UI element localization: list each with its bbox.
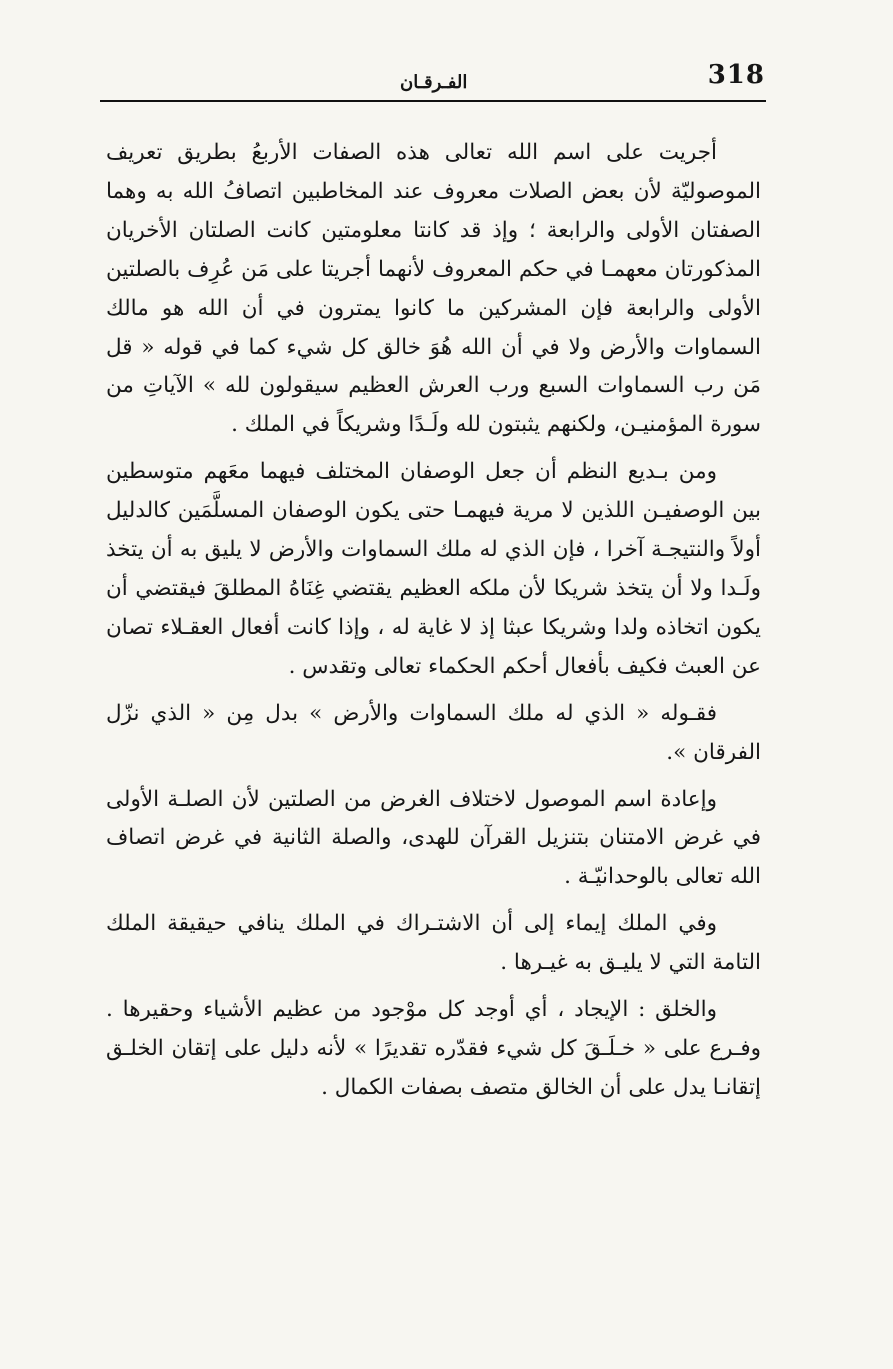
paragraph-4: وإعادة اسم الموصول لاختلاف الغرض من الصلتين لأن الصلـة الأولى في غرض الامتنان بتنزيل القرآن للهدى، والصلة الثانية في غرض اتصاف الله تعالى بالوحدانيّـة .	[106, 786, 761, 890]
paragraph-6: والخلق : الإيجاد ، أي أوجد كل موْجود من عظيم الأشياء وحقيرها . وفـرع على « خـلَـقَ كل شيء فقدّره تقديرًا » لأنه دليل على إتقان الخلـق إتقانـا يدل على أن الخالق متصف بصفات الكمال .	[106, 997, 761, 1100]
paragraph-3: فقـوله « الذي له ملك السماوات والأرض » بدل مِن « الذي نزّل الفرقان ».	[106, 700, 761, 765]
header-divider	[100, 100, 766, 102]
paragraph-1: أجريت على اسم الله تعالى هذه الصفات الأربعُ بطريق تعريف الموصوليّة لأن بعض الصلات معروف عند المخاطبين اتصافُ الله به وهما الصفتان الأولى والرابعة ؛ وإذ قد كانتا معلومتين كانت الصلتان الأخريان المذكورتان معهمـا في حكم المعروف لأنهما أجريتا على مَن عُرِف بالصلتين الأولى والرابعة فإن المشركين ما كانوا يمترون في أن الله هو مالك السماوات والأرض ولا في أن الله هُوَ خالق كل شيء كما في قوله « قل مَن رب السماوات السبع ورب العرش العظيم سيقولون لله » الآياتِ من سورة المؤمنيـن، ولكنهم يثبتون لله ولَـدًا وشريكاً في الملك .	[106, 140, 761, 438]
body-text	[106, 134, 761, 1108]
running-title: الفـرقـان	[400, 72, 468, 93]
page-number: 318	[707, 60, 765, 90]
paragraph-2: ومن بـديع النظم أن جعل الوصفان المختلف فيهما معَهم متوسطين بين الوصفيـن اللذين لا مرية فيهمـا حتى يكون الوصفان المسلَّمَين كالدليل أولاً والنتيجـة آخرا ، فإن الذي له ملك السماوات والأرض لا يليق به أن يتخذ ولَـدا ولا أن يتخذ شريكا لأن ملكه العظيم يقتضي غِنَاهُ المطلقَ فيقتضي أن يكون اتخاذه ولدا وشريكا عبثا إذ لا غاية له ، وإذا كانت أفعال العقـلاء تصان عن العبث فكيف بأفعال أحكم الحكماء تعالى وتقدس .	[106, 459, 761, 679]
page-header	[100, 58, 765, 102]
paragraph-5: وفي الملك إيماء إلى أن الاشتـراك في الملك ينافي حيقيقة الملك التامة التي لا يليـق به غيـرها .	[106, 911, 761, 976]
